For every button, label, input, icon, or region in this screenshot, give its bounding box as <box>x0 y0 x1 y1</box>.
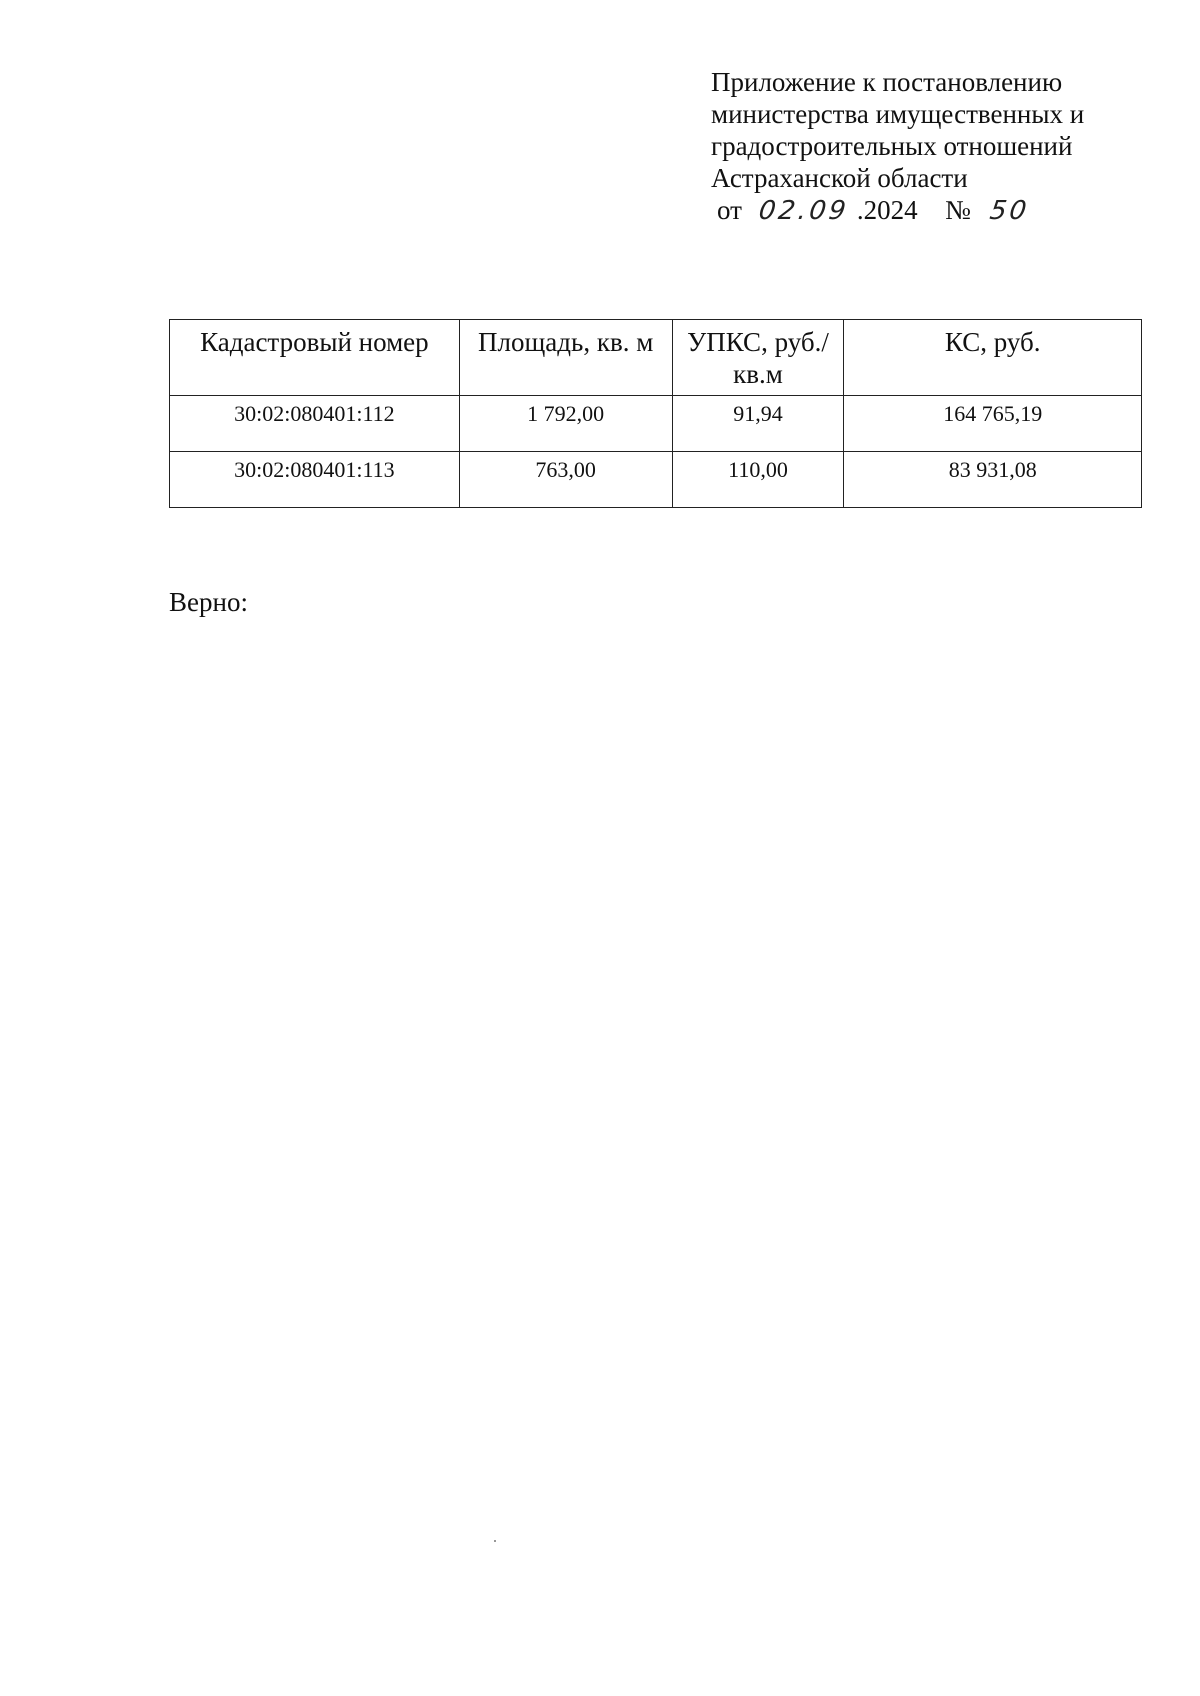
cell-cadastral-number: 30:02:080401:112 <box>170 396 460 452</box>
number-sign: № <box>945 195 971 225</box>
cell-cadastral-number: 30:02:080401:113 <box>170 452 460 508</box>
cell-area: 763,00 <box>459 452 672 508</box>
cell-upks: 110,00 <box>672 452 844 508</box>
table-row <box>170 452 1142 508</box>
cell-ks: 83 931,08 <box>844 452 1142 508</box>
header-cadastral-number: Кадастровый номер <box>170 320 460 396</box>
number-handwritten: 50 <box>987 196 1031 226</box>
scan-speck <box>494 1540 496 1542</box>
cell-ks: 164 765,19 <box>844 396 1142 452</box>
appendix-header <box>711 66 1151 227</box>
date-year: .2024 <box>856 195 918 225</box>
verified-label: Верно: <box>169 587 248 617</box>
header-upks: УПКС, руб./кв.м <box>672 320 844 396</box>
header-area: Площадь, кв. м <box>459 320 672 396</box>
table-row <box>170 396 1142 452</box>
date-handwritten: 02.09 <box>756 196 851 226</box>
appendix-line-1: Приложение к постановлению <box>711 67 1063 97</box>
date-prefix: от <box>717 195 742 225</box>
cell-upks: 91,94 <box>672 396 844 452</box>
appendix-date-line <box>717 194 1151 227</box>
appendix-line-3: градостроительных отношений <box>711 131 1073 161</box>
appendix-line-4: Астраханской области <box>711 163 968 193</box>
appendix-line-2: министерства имущественных и <box>711 99 1085 129</box>
table-header-row <box>170 320 1142 396</box>
header-ks: КС, руб. <box>844 320 1142 396</box>
cell-area: 1 792,00 <box>459 396 672 452</box>
cadastral-value-table <box>169 319 1142 508</box>
